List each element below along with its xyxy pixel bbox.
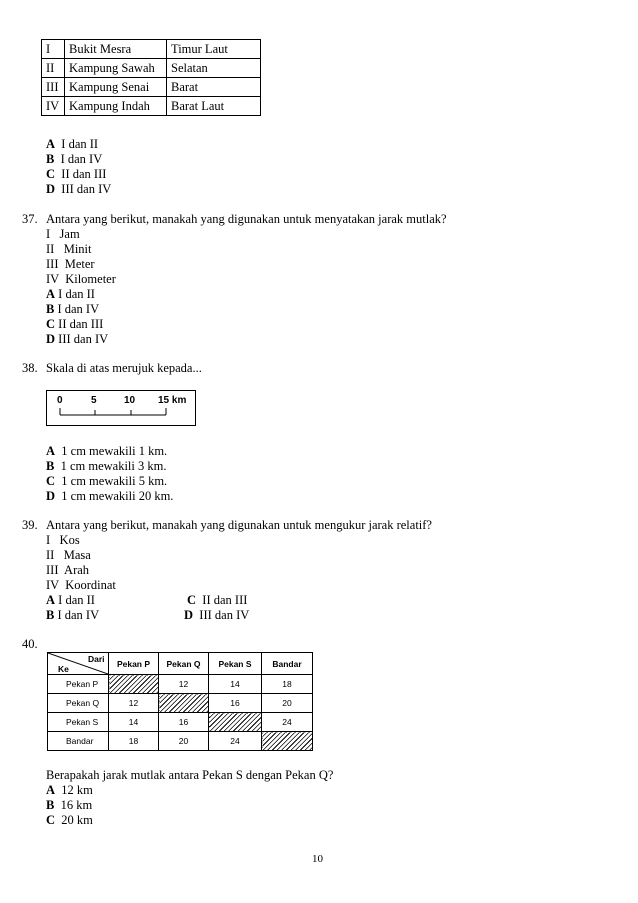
table-row [48, 732, 313, 751]
q39-option-d: D III dan IV [184, 608, 250, 622]
q37-item-2: II Minit [46, 242, 92, 256]
corner-to-label: Ke [58, 664, 69, 674]
q39-number: 39. [22, 518, 38, 532]
col-header-pekan-p: Pekan P [109, 653, 159, 675]
q39-item-4: IV Koordinat [46, 578, 116, 592]
distance-cell: 20 [262, 694, 313, 713]
distance-cell: 24 [209, 732, 262, 751]
hatched-cell [109, 675, 159, 694]
q36-option-d: D III dan IV [46, 182, 112, 196]
table-row [42, 97, 261, 116]
scale-label-10: 10 [124, 395, 136, 406]
q36-option-a: A I dan II [46, 137, 99, 151]
distance-table [47, 652, 313, 751]
scale-bar-figure [46, 390, 196, 426]
q38-option-b: B 1 cm mewakili 3 km. [46, 459, 167, 473]
q38-number: 38. [22, 361, 38, 375]
row-header: Bandar [48, 732, 109, 751]
direction-cell: Timur Laut [167, 40, 261, 59]
distance-cell: 12 [159, 675, 209, 694]
q40-option-c: C 20 km [46, 813, 93, 827]
table-row [42, 78, 261, 97]
region-direction-table [41, 39, 261, 116]
hatched-cell [262, 732, 313, 751]
q37-item-1: I Jam [46, 227, 80, 241]
distance-cell: 16 [209, 694, 262, 713]
row-header: Pekan Q [48, 694, 109, 713]
table-row [42, 59, 261, 78]
q39-option-b: B I dan IV [46, 608, 100, 622]
q38-option-c: C 1 cm mewakili 5 km. [46, 474, 168, 488]
scale-bar-line [47, 391, 195, 425]
place-name-cell: Bukit Mesra [65, 40, 167, 59]
direction-cell: Selatan [167, 59, 261, 78]
page-number: 10 [312, 853, 323, 865]
distance-cell: 14 [109, 713, 159, 732]
row-numeral-cell: III [42, 78, 65, 97]
row-header: Pekan P [48, 675, 109, 694]
q40-option-a: A 12 km [46, 783, 93, 797]
q37-item-4: IV Kilometer [46, 272, 116, 286]
row-numeral-cell: II [42, 59, 65, 78]
place-name-cell: Kampung Indah [65, 97, 167, 116]
distance-cell: 14 [209, 675, 262, 694]
col-header-pekan-s: Pekan S [209, 653, 262, 675]
q39-option-a: A I dan II [46, 593, 95, 607]
q38-option-d: D 1 cm mewakili 20 km. [46, 489, 174, 503]
distance-table-corner [48, 653, 109, 675]
q37-option-d: D III dan IV [46, 332, 109, 346]
col-header-pekan-q: Pekan Q [159, 653, 209, 675]
q37-option-b: B I dan IV [46, 302, 100, 316]
q37-option-a: A I dan II [46, 287, 95, 301]
scale-label-5: 5 [91, 395, 97, 406]
col-header-bandar: Bandar [262, 653, 313, 675]
direction-cell: Barat Laut [167, 97, 261, 116]
q37-number: 37. [22, 212, 38, 226]
distance-cell: 24 [262, 713, 313, 732]
q36-option-b: B I dan IV [46, 152, 103, 166]
scale-label-0: 0 [57, 395, 63, 406]
distance-cell: 18 [109, 732, 159, 751]
row-header: Pekan S [48, 713, 109, 732]
q38-option-a: A 1 cm mewakili 1 km. [46, 444, 168, 458]
distance-cell: 12 [109, 694, 159, 713]
q39-option-c: C II dan III [187, 593, 248, 607]
distance-cell: 20 [159, 732, 209, 751]
q37-question: Antara yang berikut, manakah yang digunakan untuk menyatakan jarak mutlak? [46, 212, 447, 226]
q40-question: Berapakah jarak mutlak antara Pekan S dengan Pekan Q? [46, 768, 334, 782]
distance-cell: 18 [262, 675, 313, 694]
corner-diagonal [48, 653, 108, 674]
table-row [48, 713, 313, 732]
q38-question: Skala di atas merujuk kepada... [46, 361, 202, 375]
q40-number: 40. [22, 637, 38, 651]
table-row [48, 675, 313, 694]
q39-item-1: I Kos [46, 533, 80, 547]
q39-question: Antara yang berikut, manakah yang digunakan untuk mengukur jarak relatif? [46, 518, 432, 532]
row-numeral-cell: I [42, 40, 65, 59]
q39-item-2: II Masa [46, 548, 91, 562]
corner-from-label: Dari [88, 654, 105, 664]
place-name-cell: Kampung Senai [65, 78, 167, 97]
q40-option-b: B 16 km [46, 798, 93, 812]
direction-cell: Barat [167, 78, 261, 97]
distance-cell: 16 [159, 713, 209, 732]
q37-item-3: III Meter [46, 257, 95, 271]
q37-option-c: C II dan III [46, 317, 104, 331]
place-name-cell: Kampung Sawah [65, 59, 167, 78]
table-row [42, 40, 261, 59]
table-row [48, 694, 313, 713]
hatched-cell [159, 694, 209, 713]
q36-option-c: C II dan III [46, 167, 107, 181]
q39-item-3: III Arah [46, 563, 90, 577]
hatched-cell [209, 713, 262, 732]
scale-label-15km: 15 km [158, 395, 187, 406]
row-numeral-cell: IV [42, 97, 65, 116]
